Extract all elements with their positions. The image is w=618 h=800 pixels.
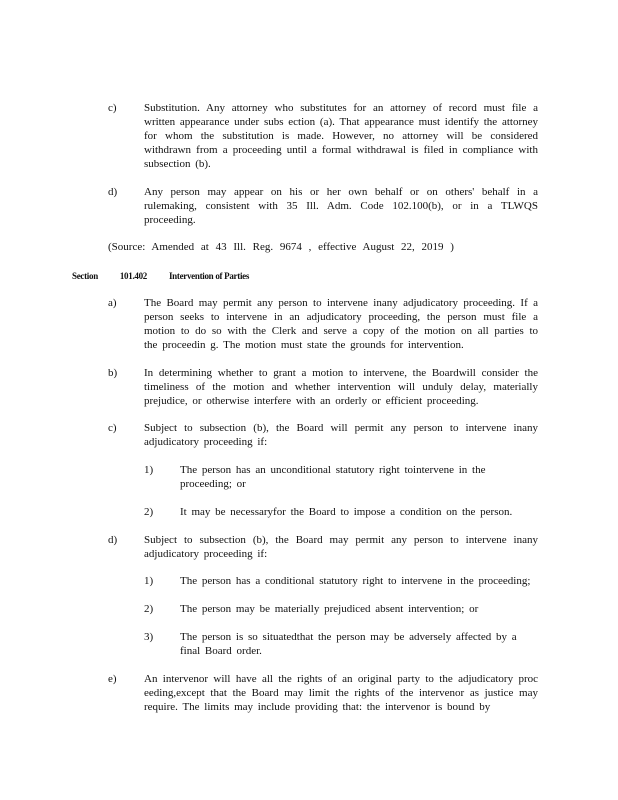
subsection-text: In determining whether to grant a motion to intervene, the Boardwill consider the timeliness of the motion and whether intervention will unduly delay, materially prejudice, or otherwise interfere with an orderly or efficient proceeding.	[144, 367, 538, 407]
intervention-d-item-2	[144, 602, 538, 616]
intervention-subsection-e	[108, 672, 538, 714]
subsection-text: Subject to subsection (b), the Board will permit any person to intervene inany adjudicatory proceeding if:	[144, 422, 538, 448]
subsection-text: Substitution. Any attorney who substitutes for an attorney of record must file a written appearance under subs ection (a). That appearance must identify the attorney for whom the substitution is made. However, no attorney will be considered withdrawn from a proceeding until a formal withdrawal is filed in compliance with subsection (b).	[144, 102, 538, 170]
item-label: 3)	[144, 631, 154, 643]
item-text: The person has a conditional statutory right to intervene in the proceeding;	[180, 575, 531, 587]
subsection-label: c)	[108, 422, 117, 434]
item-text: The person has an unconditional statutory right tointervene in the proceeding; or	[180, 464, 486, 490]
section-heading	[72, 269, 269, 283]
intervention-subsection-d	[108, 533, 538, 561]
item-label: 1)	[144, 464, 154, 476]
section-label: Section	[72, 271, 98, 281]
subsection-label: c)	[108, 102, 117, 114]
item-label: 1)	[144, 575, 154, 587]
intervention-c-item-1	[144, 463, 538, 491]
subsection-text: The Board may permit any person to intervene inany adjudicatory proceeding. If a person seeks to intervene in an adjudicatory proceeding, the person must file a motion to do so with the Clerk and serve a copy of the motion on all parties to the proceedin g. The motion must state the grounds for intervention.	[144, 297, 538, 351]
intervention-subsection-b	[108, 366, 538, 408]
subsection-d-appearance	[108, 185, 538, 227]
intervention-d-item-1	[144, 574, 538, 588]
subsection-label: d)	[108, 534, 118, 546]
section-number: 101.402	[119, 271, 148, 281]
item-text: It may be necessaryfor the Board to impose a condition on the person.	[180, 506, 513, 518]
intervention-subsection-a	[108, 296, 538, 352]
subsection-text: Subject to subsection (b), the Board may permit any person to intervene inany adjudicatory proceeding if:	[144, 534, 538, 560]
subsection-text: An intervenor will have all the rights of an original party to the adjudicatory proc eeding,except that the Board may limit the rights of the intervenor as justice may require. The limits may include providing that: the intervenor is bound by	[144, 673, 538, 713]
subsection-c-substitution	[108, 101, 538, 171]
item-label: 2)	[144, 506, 154, 518]
intervention-subsection-c	[108, 421, 538, 449]
subsection-text: Any person may appear on his or her own behalf or on others' behalf in a rulemaking, consistent with 35 Ill. Adm. Code 102.100(b), or in a TLWQS proceeding.	[144, 186, 538, 226]
intervention-c-item-2	[144, 505, 538, 519]
subsection-label: a)	[108, 297, 117, 309]
item-label: 2)	[144, 603, 154, 615]
source-note: (Source: Amended at 43 Ill. Reg. 9674 , effective August 22, 2019 )	[108, 241, 454, 253]
item-text: The person may be materially prejudiced absent intervention; or	[180, 603, 479, 615]
subsection-label: d)	[108, 186, 118, 198]
item-text: The person is so situatedthat the person may be adversely affected by a final Board order.	[180, 631, 517, 657]
subsection-label: e)	[108, 673, 117, 685]
intervention-d-item-3	[144, 630, 538, 658]
subsection-label: b)	[108, 367, 118, 379]
section-title: Intervention of Parties	[168, 271, 250, 281]
